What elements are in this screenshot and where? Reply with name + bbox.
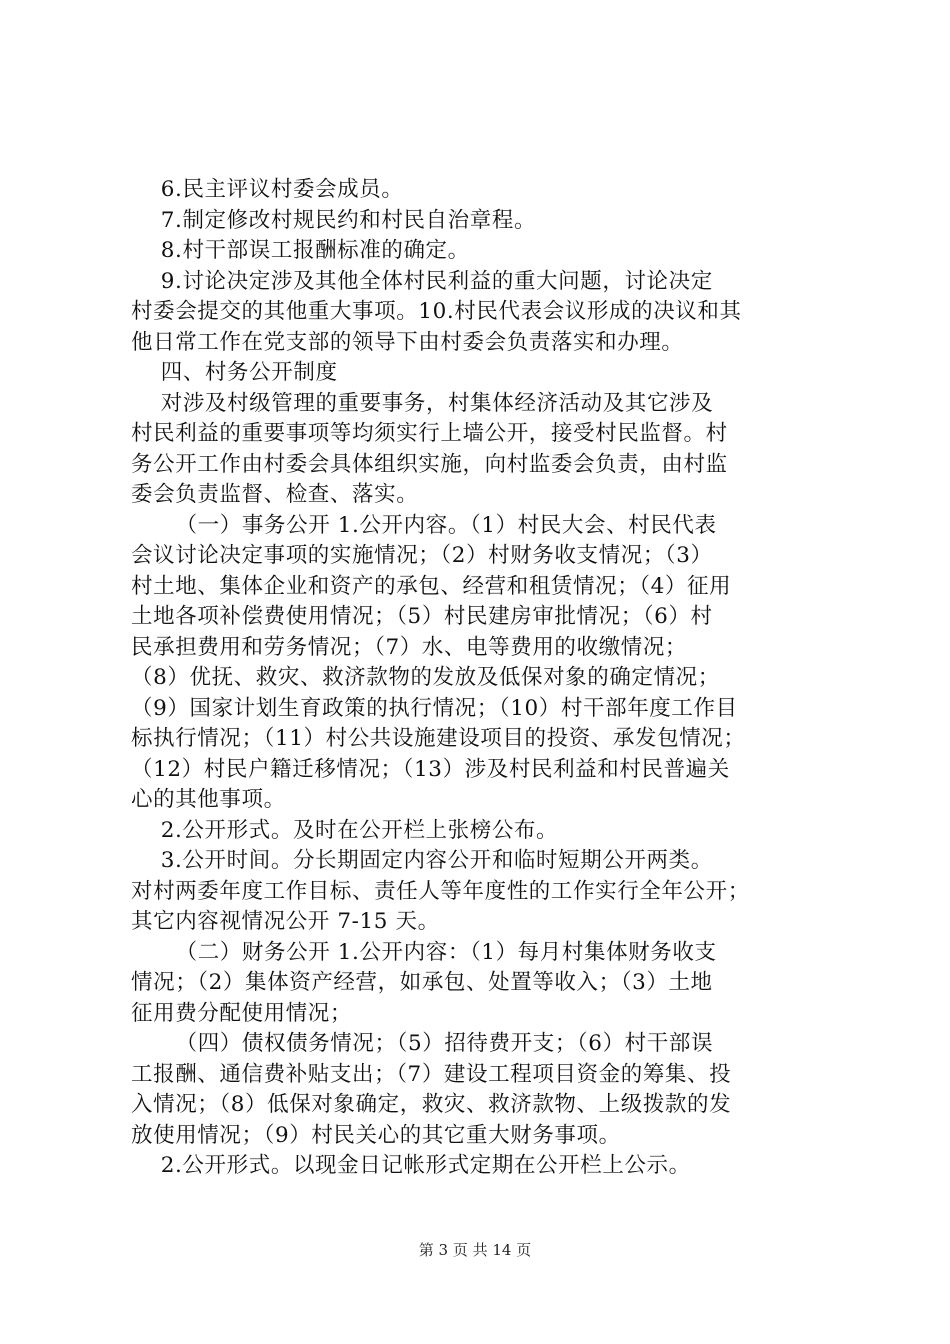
text-line: 情况；（2）集体资产经营，如承包、处置等收入；（3）土地 xyxy=(131,970,713,995)
text-line: 8.村干部误工报酬标准的确定。 xyxy=(131,238,470,263)
document-body xyxy=(131,175,831,1182)
text-line: 2.公开形式。及时在公开栏上张榜公布。 xyxy=(131,817,559,843)
text-line: 委会负责监督、检查、落实。 xyxy=(131,482,419,507)
text-line: 2.公开形式。以现金日记帐形式定期在公开栏上公示。 xyxy=(131,1153,691,1178)
text-line: 征用费分配使用情况； xyxy=(131,1000,353,1026)
text-line: 会议讨论决定事项的实施情况；（2）村财务收支情况；（3） xyxy=(131,543,713,568)
text-line: 其它内容视情况公开 7-15 天。 xyxy=(131,909,440,934)
text-line: 他日常工作在党支部的领导下由村委会负责落实和办理。 xyxy=(131,329,684,355)
text-line: 心的其他事项。 xyxy=(131,787,286,812)
text-line: 标执行情况；（11）村公共设施建设项目的投资、承发包情况； xyxy=(131,726,746,751)
text-line: 务公开工作由村委会具体组织实施，向村监委会负责，由村监 xyxy=(131,451,728,477)
text-line: （一）事务公开 1.公开内容。（1）村民大会、村民代表 xyxy=(131,512,717,538)
text-line: 入情况；（8）低保对象确定，救灾、救济款物、上级拨款的发 xyxy=(131,1092,732,1117)
text-line: 放使用情况；（9）村民关心的其它重大财务事项。 xyxy=(131,1122,621,1148)
text-line: 对涉及村级管理的重要事务，村集体经济活动及其它涉及 xyxy=(131,390,714,416)
text-line: 村土地、集体企业和资产的承包、经营和租赁情况；（4）征用 xyxy=(131,573,732,599)
text-line: 村民利益的重要事项等均须实行上墙公开，接受村民监督。村 xyxy=(131,421,728,446)
text-line: 民承担费用和劳务情况；（7）水、电等费用的收缴情况； xyxy=(131,634,688,660)
text-line: 土地各项补偿费使用情况；（5）村民建房审批情况；（6）村 xyxy=(131,604,713,629)
text-line: 7.制定修改村规民约和村民自治章程。 xyxy=(131,207,537,233)
text-line: 四、村务公开制度 xyxy=(131,360,338,385)
text-line: 对村两委年度工作目标、责任人等年度性的工作实行全年公开； xyxy=(131,878,750,904)
text-line: 工报酬、通信费补贴支出；（7）建设工程项目资金的筹集、投 xyxy=(131,1061,732,1087)
text-line: （二）财务公开 1.公开内容：（1）每月村集体财务收支 xyxy=(131,939,717,965)
text-line: （9）国家计划生育政策的执行情况；（10）村干部年度工作目 xyxy=(131,695,738,721)
text-line: （12）村民户籍迁移情况；（13）涉及村民利益和村民普遍关 xyxy=(131,756,730,782)
text-line: 3.公开时间。分长期固定内容公开和临时短期公开两类。 xyxy=(131,848,713,873)
text-line: 6.民主评议村委会成员。 xyxy=(131,177,404,202)
text-line: 村委会提交的其他重大事项。10.村民代表会议形成的决议和其 xyxy=(131,299,742,324)
text-line: （四）债权债务情况；（5）招待费开支；（6）村干部误 xyxy=(131,1031,714,1056)
page-footer: 第 3 页 共 14 页 xyxy=(418,1241,532,1259)
text-line: 9.讨论决定涉及其他全体村民利益的重大问题，讨论决定 xyxy=(131,268,713,294)
text-line: （8）优抚、救灾、救济款物的发放及低保对象的确定情况； xyxy=(131,665,720,690)
